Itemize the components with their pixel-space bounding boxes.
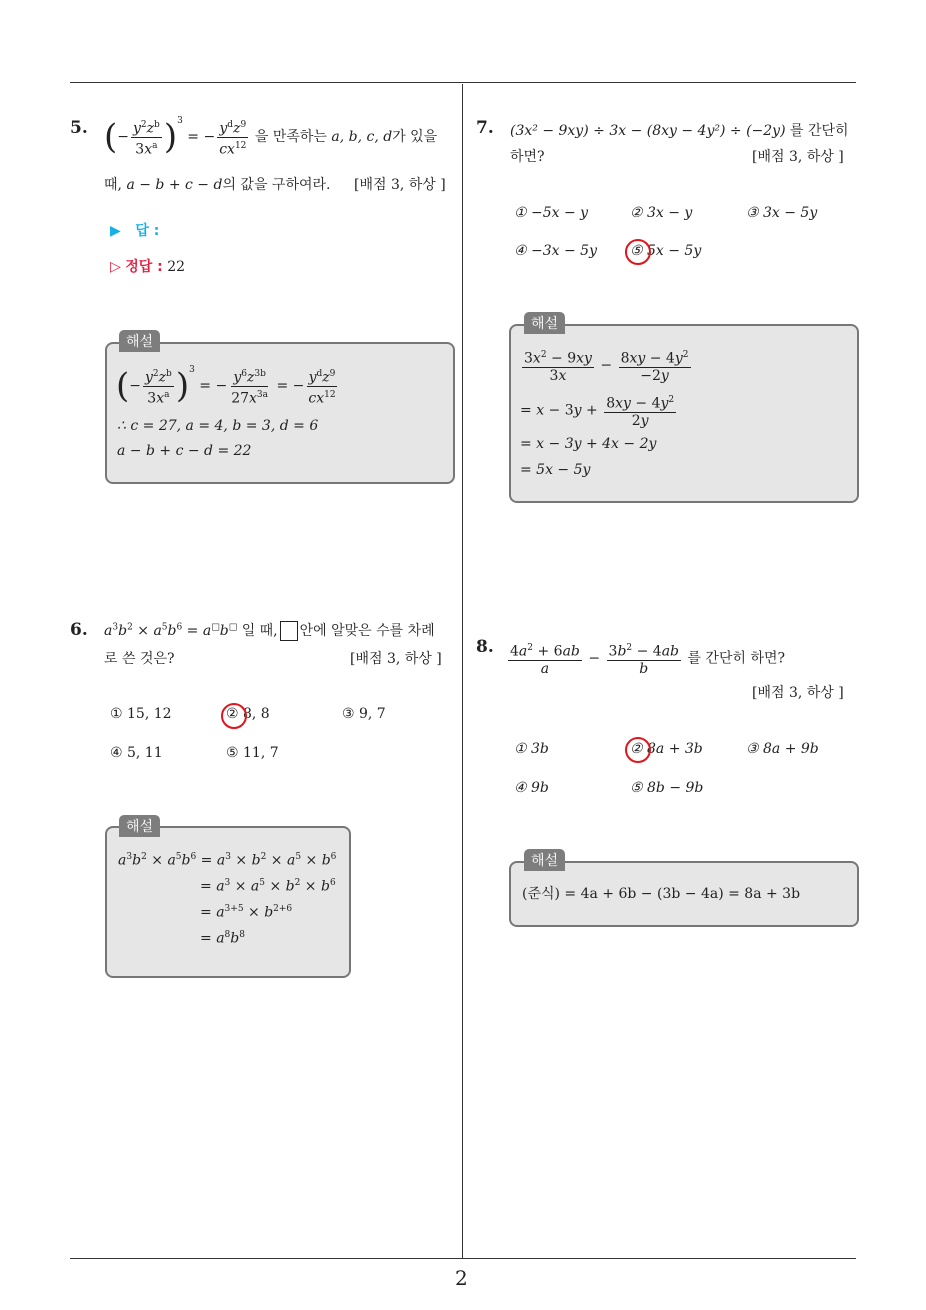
q8-number: 8. (476, 637, 494, 657)
hollow-arrow-icon: ▷ (110, 259, 121, 275)
q5-solution-box (105, 342, 455, 484)
q8-sol-line: (준식) = 4a + 6b − (3b − 4a) = 8a + 3b (522, 886, 801, 902)
q6-choice-3[interactable]: ③ 9, 7 (342, 706, 386, 722)
q6-choice-4[interactable]: ④ 5, 11 (110, 745, 163, 761)
q7-sol-line2: = x − 3y + $\frac{8xy - 4y^2}{2y}$ (520, 392, 678, 429)
answer-circle-mark (221, 703, 247, 729)
q5-sol-line1: (− $\frac{y^2z^b}{3x^a}$ )$^3$ = − $\frac{y^6z^{3b}}{27x^{3a}}$ = − $\frac{y^dz^9}{cx^{12}}$ (116, 365, 336, 407)
q6-choice-1[interactable]: ① 15, 12 (110, 706, 172, 722)
q8-score: [배점 3, 하상 ] (752, 685, 844, 701)
q8-text1: 를 간단히 하면? (687, 650, 786, 667)
q6-text3: 로 쓴 것은? (104, 651, 175, 667)
blank-box (280, 621, 298, 641)
q5-text2: 가 있을 (392, 129, 438, 145)
q6-number: 6. (70, 620, 88, 640)
answer-circle-mark (625, 737, 651, 763)
q8-choice-4[interactable]: ④ 9b (514, 780, 549, 796)
q7-choice-4[interactable]: ④ −3x − 5y (514, 243, 597, 259)
q5-text3: 때, (104, 177, 122, 193)
q7-number: 7. (476, 118, 494, 138)
q5-correct-row (110, 256, 185, 276)
q6-line1: $a^3b^2 \times a^5b^6 = a^□b^□$ 일 때, 안에 알맞은 수를 차례 (104, 622, 435, 639)
q5-vars: a, b, c, d (331, 129, 393, 145)
q6-text2: 안에 알맞은 수를 차례 (299, 623, 435, 639)
q6-choice-5[interactable]: ⑤ 11, 7 (226, 745, 279, 761)
q5-answer-row (110, 220, 159, 240)
q5-expr: a − b + c − d (126, 177, 223, 193)
q7-sol-line3: = x − 3y + 4x − 2y (520, 436, 657, 452)
q7-score: [배점 3, 하상 ] (752, 149, 844, 165)
q7-sol-line4: = 5x − 5y (520, 462, 591, 478)
q6-sol-line3: = $a^{3+5} \times b^{2+6}$ (200, 904, 293, 921)
column-divider (462, 84, 463, 1258)
q5-sol-line3: a − b + c − d = 22 (117, 443, 252, 459)
q8-choice-1[interactable]: ① 3b (514, 741, 549, 757)
q7-choice-2[interactable]: ② 3x − y (630, 205, 693, 221)
q7-choice-1[interactable]: ① −5x − y (514, 205, 589, 221)
q7-expr: (3x² − 9xy) ÷ 3x − (8xy − 4y²) ÷ (−2y) (510, 123, 786, 139)
q8-choice-2[interactable]: ② 8a + 3b (630, 741, 703, 757)
q6-score: [배점 3, 하상 ] (350, 651, 442, 667)
q6-text1: 일 때, (241, 623, 278, 639)
q5-explain-tag: 해설 (119, 330, 160, 352)
q7-sol-line1: $\frac{3x^2 - 9xy}{3x}$ − $\frac{8xy - 4y^2}{-2y}$ (520, 347, 693, 384)
q6-solution-box (105, 826, 351, 978)
q7-line1 (510, 120, 849, 140)
q7-text1: 를 간단히 (790, 123, 849, 139)
q6-sol-line2: = $a^3 \times a^5 \times b^2 \times b^6$ (200, 878, 336, 895)
q8-explain-tag: 해설 (524, 849, 565, 871)
q5-text4: 의 값을 구하여라. (222, 177, 331, 193)
q8-line1: $\frac{4a^2 + 6ab}{a}$ − $\frac{3b^2 - 4ab}{b}$ 를 간단히 하면? (506, 640, 785, 677)
q8-choice-5[interactable]: ⑤ 8b − 9b (630, 780, 704, 796)
q8-choice-3[interactable]: ③ 8a + 9b (746, 741, 819, 757)
q6-sol-line4: = $a^8b^8$ (200, 930, 245, 947)
q7-choice-5[interactable]: ⑤ 5x − 5y (630, 243, 702, 259)
q5-equation: (− $\frac{y^2z^b}{3x^a}$ )$^3$ = − $\frac{y^dz^9}{cx^{12}}$ 을 만족하는 a, b, c, d가 있을 (104, 116, 438, 158)
page-number: 2 (455, 1266, 468, 1290)
bottom-rule (70, 1258, 856, 1259)
q6-sol-line1: $a^3b^2 \times a^5b^6 = a^3 \times b^2 \times a^5 \times b^6$ (118, 852, 337, 869)
q6-explain-tag: 해설 (119, 815, 160, 837)
q7-explain-tag: 해설 (524, 312, 565, 334)
answer-circle-mark (625, 239, 651, 265)
q7-text2: 하면? (510, 149, 545, 165)
q5-score: [배점 3, 하상 ] (354, 177, 446, 193)
q7-choice-3[interactable]: ③ 3x − 5y (746, 205, 818, 221)
q5-correct-label: 정답 : (125, 259, 163, 275)
q5-line2 (104, 174, 330, 194)
q5-answer-label: 답 : (135, 223, 160, 239)
q6-choice-2[interactable]: ② 8, 8 (226, 706, 270, 722)
q5-text1: 을 만족하는 (254, 129, 327, 145)
q5-number: 5. (70, 118, 88, 138)
top-rule (70, 82, 856, 83)
q5-sol-line2: ∴ c = 27, a = 4, b = 3, d = 6 (117, 418, 319, 434)
play-arrow-icon: ▶ (110, 223, 121, 239)
q5-correct-value: 22 (167, 259, 186, 275)
